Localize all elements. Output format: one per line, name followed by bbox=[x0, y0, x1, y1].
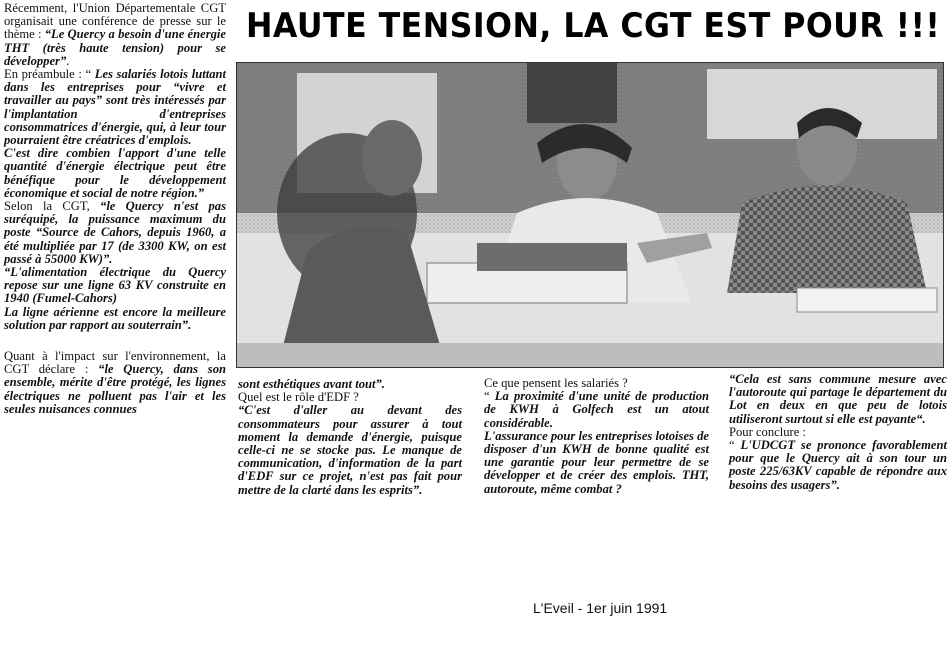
text-run: Quant à l'impact sur l'environnement, la CGT déclare : bbox=[4, 349, 226, 377]
paragraph bbox=[484, 390, 709, 430]
text-run: “ bbox=[729, 438, 741, 453]
paragraph bbox=[4, 200, 226, 266]
article-column-2 bbox=[238, 378, 462, 497]
text-run: Selon la CGT, bbox=[4, 199, 101, 214]
paragraph: “C'est d'aller au devant des consommateurs pour assurer à tout moment la demande d'énergie, puisque celle-ci ne se stocke pas. Le manque de communication, d'information de la part d'EDF sur ce projet, n'est pas fait pour mettre de la clarté dans les esprits”. bbox=[238, 403, 462, 497]
text-run: “ bbox=[484, 389, 495, 404]
paragraph: “L'alimentation électrique du Quercy repose sur une ligne 63 KV construite en 1940 (Fumel-Cahors) bbox=[4, 265, 226, 306]
headline: HAUTE TENSION, LA CGT EST POUR !!! bbox=[246, 6, 941, 46]
quote-run: L'UDCGT se prononce favorablement pour que le Quercy ait à son tour un poste 225/63KV capable de répondre aux besoins des usagers”. bbox=[729, 438, 947, 492]
quote-run: “Le Quercy a besoin d'une énergie THT (très haute tension) pour se développer” bbox=[4, 27, 226, 68]
quote-run: “le Quercy n'est pas suréquipé, la puissance maximum du poste “Source de Cahors, depuis 1960, a été multipliée par 17 (de 3300 KW, on est passé à 55000 KW)”. bbox=[4, 199, 226, 266]
subheading: Ce que pensent les salariés ? bbox=[484, 376, 628, 390]
paragraph bbox=[4, 350, 226, 416]
paragraph: “Cela est sans commune mesure avec l'autoroute qui partage le département du Lot en deux en que peu de lotois utiliseront surtout si elle est payante“. bbox=[729, 372, 947, 426]
quote-run: La proximité d'une unité de production de KWH à Golfech est un atout considérable. bbox=[484, 389, 709, 430]
article-column-3 bbox=[484, 377, 709, 496]
spacer bbox=[4, 332, 226, 350]
paragraph bbox=[729, 439, 947, 492]
paragraph: L'assurance pour les entreprises lotoises de disposer d'un KWH de bonne qualité est une garantie pour leur permettre de se développer et de créer des emplois. THT, autoroute, même combat ? bbox=[484, 428, 709, 496]
paragraph: La ligne aérienne est encore la meilleure solution par rapport au souterrain”. bbox=[4, 304, 226, 332]
source-caption: L'Eveil - 1er juin 1991 bbox=[533, 600, 668, 616]
text-run: Récemment, l'Union Départementale CGT organisait une conférence de presse sur le thème : bbox=[4, 1, 226, 42]
subheading: Quel est le rôle d'EDF ? bbox=[238, 390, 359, 405]
paragraph bbox=[4, 68, 226, 147]
quote-run: “le Quercy, dans son ensemble, mérite d'être protégé, les lignes électriques ne polluent pas l'air et les seules nuisances connues bbox=[4, 362, 226, 416]
text-run: . bbox=[66, 53, 70, 68]
press-conference-photo bbox=[236, 62, 944, 368]
article-column-4 bbox=[729, 373, 947, 492]
article-column-1 bbox=[4, 2, 226, 416]
subheading: Pour conclure : bbox=[729, 424, 806, 439]
paragraph: C'est dire combien l'apport d'une telle quantité d'énergie électrique peut être bénéfique pour le développement économique et social de notre région.” bbox=[4, 146, 226, 200]
paragraph: sont esthétiques avant tout”. bbox=[238, 377, 385, 391]
text-run: En préambule : “ bbox=[4, 67, 95, 82]
quote-run: Les salariés lotois luttant dans les entreprises pour “vivre et travailler au pays” sont très intéressés par l'implantation d'entreprises consommatrices d'énergie, qui, à leur tour pourraient être créatrices d'emplois. bbox=[4, 67, 226, 148]
paragraph bbox=[4, 2, 226, 68]
